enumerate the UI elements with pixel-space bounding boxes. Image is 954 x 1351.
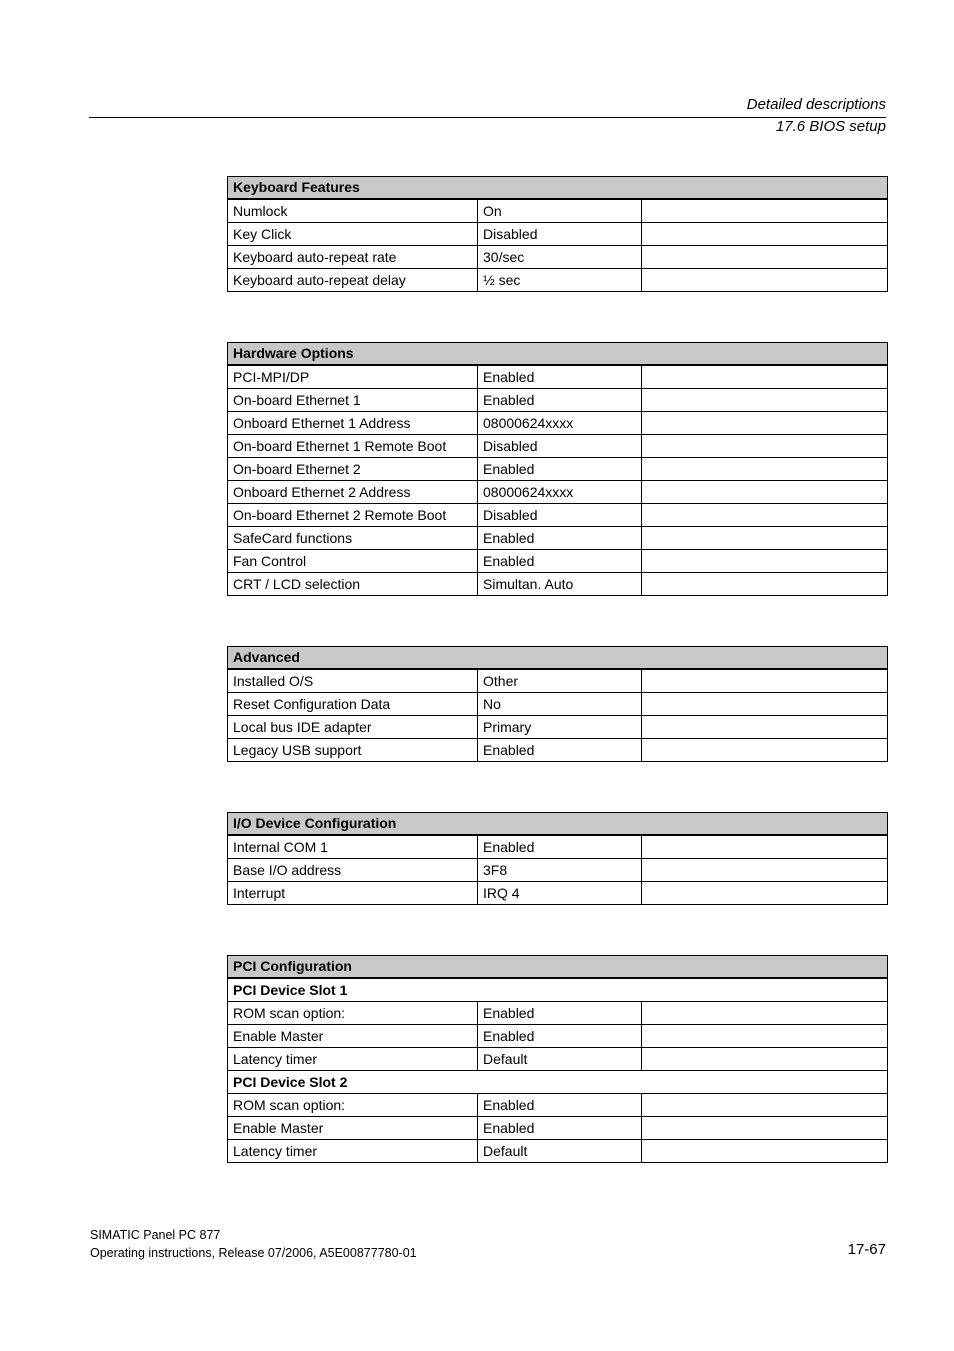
setting-name: On-board Ethernet 1 Remote Boot: [228, 435, 478, 458]
table-row: [228, 693, 888, 716]
setting-value: 3F8: [478, 859, 642, 882]
table-row: [228, 1002, 888, 1025]
settings-table: [227, 342, 888, 596]
table-row: [228, 1117, 888, 1140]
settings-table: [227, 812, 888, 905]
page-number: 17-67: [847, 1241, 886, 1258]
setting-notes: [642, 365, 888, 389]
table-row: [228, 412, 888, 435]
setting-name: On-board Ethernet 2 Remote Boot: [228, 504, 478, 527]
setting-notes: [642, 550, 888, 573]
setting-notes: [642, 835, 888, 859]
setting-name: Interrupt: [228, 882, 478, 905]
setting-value: Other: [478, 669, 642, 693]
setting-value: Enabled: [478, 739, 642, 762]
setting-notes: [642, 527, 888, 550]
table-title: Hardware Options: [228, 343, 888, 366]
setting-value: Enabled: [478, 1025, 642, 1048]
setting-notes: [642, 1048, 888, 1071]
settings-table: [227, 955, 888, 1163]
table-header-row: [228, 813, 888, 836]
setting-notes: [642, 693, 888, 716]
setting-name: Legacy USB support: [228, 739, 478, 762]
setting-value: Disabled: [478, 504, 642, 527]
setting-notes: [642, 458, 888, 481]
table-row: [228, 199, 888, 223]
table-header-row: [228, 956, 888, 979]
setting-name: SafeCard functions: [228, 527, 478, 550]
header-divider: [89, 117, 886, 118]
setting-notes: [642, 199, 888, 223]
setting-name: Onboard Ethernet 1 Address: [228, 412, 478, 435]
setting-notes: [642, 573, 888, 596]
table-title: PCI Configuration: [228, 956, 888, 979]
table-row: [228, 246, 888, 269]
table-row: [228, 527, 888, 550]
bios-settings-tables: [227, 176, 887, 1213]
table-title: I/O Device Configuration: [228, 813, 888, 836]
setting-name: ROM scan option:: [228, 1002, 478, 1025]
setting-name: On-board Ethernet 2: [228, 458, 478, 481]
setting-value: Enabled: [478, 458, 642, 481]
table-row: [228, 389, 888, 412]
setting-name: Internal COM 1: [228, 835, 478, 859]
table-row: [228, 978, 888, 1002]
setting-notes: [642, 1025, 888, 1048]
table-header-row: [228, 177, 888, 200]
table-row: [228, 573, 888, 596]
setting-notes: [642, 739, 888, 762]
setting-value: Enabled: [478, 550, 642, 573]
table-row: [228, 739, 888, 762]
setting-value: Enabled: [478, 527, 642, 550]
table-header-row: [228, 647, 888, 670]
setting-notes: [642, 504, 888, 527]
setting-value: Disabled: [478, 223, 642, 246]
table-title: Keyboard Features: [228, 177, 888, 200]
table-row: [228, 1094, 888, 1117]
setting-value: 30/sec: [478, 246, 642, 269]
setting-name: Keyboard auto-repeat delay: [228, 269, 478, 292]
setting-name: PCI-MPI/DP: [228, 365, 478, 389]
footer-product: SIMATIC Panel PC 877: [90, 1228, 221, 1242]
setting-name: Base I/O address: [228, 859, 478, 882]
header-section: Detailed descriptions: [746, 96, 886, 113]
setting-name: Enable Master: [228, 1117, 478, 1140]
table-row: [228, 504, 888, 527]
setting-value: Enabled: [478, 1002, 642, 1025]
table-row: [228, 1025, 888, 1048]
setting-notes: [642, 481, 888, 504]
page-footer: [90, 1226, 417, 1262]
table-row: [228, 223, 888, 246]
table-row: [228, 669, 888, 693]
setting-notes: [642, 269, 888, 292]
setting-name: Local bus IDE adapter: [228, 716, 478, 739]
setting-value: Enabled: [478, 835, 642, 859]
setting-name: Numlock: [228, 199, 478, 223]
setting-name: ROM scan option:: [228, 1094, 478, 1117]
setting-value: 08000624xxxx: [478, 412, 642, 435]
setting-notes: [642, 859, 888, 882]
setting-name: CRT / LCD selection: [228, 573, 478, 596]
setting-notes: [642, 223, 888, 246]
setting-name: Key Click: [228, 223, 478, 246]
setting-value: No: [478, 693, 642, 716]
setting-name: Latency timer: [228, 1048, 478, 1071]
setting-notes: [642, 412, 888, 435]
setting-notes: [642, 1094, 888, 1117]
table-title: Advanced: [228, 647, 888, 670]
table-row: [228, 481, 888, 504]
setting-value: Primary: [478, 716, 642, 739]
setting-value: ½ sec: [478, 269, 642, 292]
setting-name: Reset Configuration Data: [228, 693, 478, 716]
setting-notes: [642, 716, 888, 739]
table-row: [228, 458, 888, 481]
page-header: [747, 94, 886, 138]
setting-notes: [642, 669, 888, 693]
setting-value: Enabled: [478, 1117, 642, 1140]
settings-table: [227, 176, 888, 292]
setting-notes: [642, 435, 888, 458]
setting-notes: [642, 1117, 888, 1140]
footer-document: Operating instructions, Release 07/2006, A5E00877780-01: [90, 1246, 417, 1260]
table-row: [228, 365, 888, 389]
setting-value: IRQ 4: [478, 882, 642, 905]
setting-name: Latency timer: [228, 1140, 478, 1163]
setting-value: Enabled: [478, 365, 642, 389]
setting-value: On: [478, 199, 642, 223]
setting-value: Enabled: [478, 1094, 642, 1117]
header-subsection: 17.6 BIOS setup: [775, 118, 886, 135]
setting-value: Disabled: [478, 435, 642, 458]
table-row: [228, 835, 888, 859]
setting-value: Default: [478, 1048, 642, 1071]
setting-name: On-board Ethernet 1: [228, 389, 478, 412]
table-header-row: [228, 343, 888, 366]
setting-value: 08000624xxxx: [478, 481, 642, 504]
setting-value: Enabled: [478, 389, 642, 412]
settings-table: [227, 646, 888, 762]
setting-name: Onboard Ethernet 2 Address: [228, 481, 478, 504]
setting-name: Enable Master: [228, 1025, 478, 1048]
table-row: [228, 269, 888, 292]
setting-name: Keyboard auto-repeat rate: [228, 246, 478, 269]
setting-value: Default: [478, 1140, 642, 1163]
setting-notes: [642, 246, 888, 269]
table-subheading: PCI Device Slot 2: [228, 1071, 888, 1094]
setting-notes: [642, 1002, 888, 1025]
table-row: [228, 1071, 888, 1094]
setting-value: Simultan. Auto: [478, 573, 642, 596]
table-row: [228, 882, 888, 905]
table-row: [228, 1140, 888, 1163]
setting-notes: [642, 882, 888, 905]
setting-name: Fan Control: [228, 550, 478, 573]
table-subheading: PCI Device Slot 1: [228, 978, 888, 1002]
setting-name: Installed O/S: [228, 669, 478, 693]
table-row: [228, 435, 888, 458]
setting-notes: [642, 1140, 888, 1163]
table-row: [228, 716, 888, 739]
table-row: [228, 859, 888, 882]
table-row: [228, 1048, 888, 1071]
setting-notes: [642, 389, 888, 412]
table-row: [228, 550, 888, 573]
